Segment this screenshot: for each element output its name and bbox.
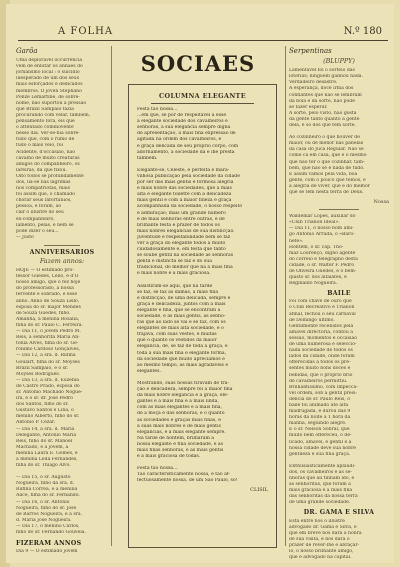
text-line: — Dia 11, o nosso bom ami- bbox=[289, 226, 354, 232]
text-line: do correio e telegrapho desta bbox=[289, 256, 358, 262]
text-line: jornalismo local : o suicidio bbox=[16, 70, 80, 76]
text-line: Nogueira, filho da sra. d. bbox=[16, 481, 75, 487]
box-closing-2: Tão caracteristicamente nossa, e tão af- bbox=[137, 472, 230, 478]
text-line: dos Santos, filho do sr. bbox=[16, 402, 69, 408]
text-line: a alegria de viver, que é do melhor bbox=[289, 183, 370, 189]
dr-gama-title: DR. GAMA E SILVA bbox=[303, 509, 375, 517]
text-line: lamento, pelas, e bem se bbox=[16, 222, 74, 228]
text-line: de Oliveira Guedes, e o bem- bbox=[289, 269, 357, 274]
header-rule bbox=[18, 40, 388, 41]
text-line: Moyses Rodrigues. bbox=[16, 371, 61, 377]
text-line: Festa tão nossa... bbox=[137, 107, 178, 112]
text-line: nos compatriotas, mais bbox=[16, 186, 70, 192]
text-line: mais esforçados e dedicados bbox=[16, 82, 83, 88]
text-line: e distincção, de uma delicada, sempre e bbox=[137, 295, 231, 301]
text-line: Na tarde de hontem, brilharam a bbox=[137, 435, 215, 441]
text-line: sessão, momentos e occasião bbox=[289, 335, 357, 341]
text-line: da casa do Juca Regular. Não se bbox=[289, 147, 364, 153]
text-line: ção e delicadeza, sempre foi a maior fina bbox=[137, 387, 233, 393]
text-line: amavel directoria, contou a bbox=[289, 329, 353, 335]
section-title-garoa: Garôa bbox=[16, 47, 38, 55]
text-line: Gentilmente recebidos pela bbox=[289, 323, 354, 329]
serpentinas-signature: Nossa bbox=[373, 199, 389, 206]
text-line: toda a sua mais fina e elegante forma, bbox=[137, 350, 227, 356]
text-line: mais gentil e com a maior fineza e graça bbox=[137, 198, 232, 204]
text-line: com as mais elegantes e a mais fina, bbox=[137, 405, 223, 411]
text-line: a elegante sociedade dos cavalheiros e bbox=[137, 119, 228, 125]
text-line: «Club Trianon Ideal». bbox=[289, 220, 340, 226]
text-line: Uma deploravel occurrencia bbox=[16, 58, 83, 64]
text-line: — Dia 13, a sra. d. Euzebia bbox=[16, 377, 80, 383]
page-header bbox=[18, 26, 388, 40]
text-line: a menina Leda Fernandes, bbox=[16, 457, 78, 462]
text-line: e admiração; mais um grande numero bbox=[137, 210, 226, 216]
text-line: nhoras que ali tinham ido, e bbox=[289, 476, 355, 481]
text-line: maior, ou de menor nas panelas bbox=[289, 141, 364, 147]
box-closing-3: fectuosamente nossa, de um São Paulo, só! bbox=[137, 478, 238, 484]
text-line: ...em que, se por de respeitavel a esse bbox=[137, 113, 227, 119]
text-line: horas da noite á 1 hora da bbox=[289, 415, 351, 421]
text-line: pessoa, e foram, ao bbox=[16, 204, 62, 210]
text-line: lados da cidade, onde foram bbox=[289, 354, 355, 360]
text-line: o attentado commovente bbox=[16, 125, 74, 131]
text-line: Waldemar Lopes, auxiliar do bbox=[289, 214, 356, 220]
text-line: A esperança, doce irmã dos bbox=[289, 86, 354, 92]
text-line: bem, que não se é nada de tudo. bbox=[289, 165, 365, 171]
text-line: manhã, seguindo alegre. bbox=[289, 421, 347, 427]
text-line: Acidente, d'occasião, não bbox=[16, 149, 76, 155]
text-line: adornamento, a sociedade dá e lhe presta bbox=[137, 149, 235, 155]
text-line: da gente tanto quanto a gente bbox=[289, 116, 360, 122]
text-line: ex-companheiro, bbox=[16, 216, 55, 222]
text-line: Verdadeiro desastre. bbox=[289, 80, 338, 86]
text-line: maz Lourenço, digno agente bbox=[289, 250, 356, 256]
anniversaries-text-2 bbox=[16, 475, 108, 536]
text-line: lo, o nosso brilhante amigo, bbox=[289, 549, 354, 555]
text-line: nada sociedade de todos os bbox=[289, 348, 353, 354]
fizeram-annos-line: Dia 9 — O estimado jovem bbox=[16, 549, 78, 555]
text-line: de sua visita, e nos dará o bbox=[289, 536, 350, 542]
text-line: A sorte, pelo visto, não gosta bbox=[289, 110, 357, 116]
text-line: Reis, a senhorita Maria An- bbox=[16, 335, 80, 341]
text-line: filho do sr. Fernando Gouveia. bbox=[16, 530, 86, 536]
baile-title: BAILE bbox=[327, 290, 351, 298]
text-line: Goulart, filha do sr. Moyses bbox=[16, 359, 80, 365]
text-line: de cavalheiros permittiu. bbox=[289, 378, 348, 384]
text-line: Machado, e a jovem, a bbox=[16, 444, 69, 450]
column-divider bbox=[111, 46, 112, 546]
text-line: fervente e sobrado, e esse bbox=[16, 292, 78, 298]
text-line: — Dia 11, o jovem Pedro M. bbox=[16, 329, 81, 335]
text-line: Reginaldo Nogueira. bbox=[289, 281, 338, 287]
text-line: Brazil Sampaio, e o sr. bbox=[16, 365, 69, 371]
text-line: e mais nobre e a mais graciosa. bbox=[137, 271, 211, 277]
box-body bbox=[137, 107, 268, 494]
column-left bbox=[16, 46, 108, 555]
text-line: — Dia 17, o menino Carlos, bbox=[16, 523, 80, 529]
text-line: tambem. bbox=[137, 155, 158, 161]
anniversaries-title: ANNIVERSARIOS bbox=[29, 248, 95, 256]
text-line: elegante e fina, que se encontram a bbox=[137, 307, 221, 313]
text-line: — Dia 16, o sr. Antonio bbox=[16, 499, 70, 505]
text-line: de Castro Prado, esposa do bbox=[16, 383, 80, 389]
text-line: fessor Guedes, Lello, e d'O bbox=[16, 274, 79, 280]
text-line: menino Alberto, filho do sr. bbox=[16, 414, 80, 420]
text-line: as sociedades e graças mais finas, e bbox=[137, 417, 221, 423]
text-line: ira, e o sr. dr. José Pedro bbox=[16, 396, 73, 402]
text-line: — Justo bbox=[16, 234, 34, 240]
text-line: HOJE — O estimado pro- bbox=[16, 268, 74, 274]
text-line: se soube gentil na sociedade as senhoras bbox=[137, 253, 234, 259]
text-line: da mais nobre elegancia e a graça, ele- bbox=[137, 393, 229, 399]
column-right bbox=[289, 46, 389, 561]
sociaes-heading bbox=[115, 46, 281, 80]
anniversaries-text bbox=[16, 268, 108, 469]
text-line: gentileza e sua fina graça. bbox=[289, 451, 351, 457]
text-line: e de mais senhoras entre outras, e de bbox=[137, 216, 225, 222]
box-signature: CLISIL bbox=[250, 487, 268, 494]
text-line: nossa cidade deve sua nobre bbox=[289, 445, 357, 451]
text-line: Está entre nós o illustre bbox=[289, 518, 345, 524]
text-line: de a moça e das senhoras, e o quanto bbox=[137, 411, 225, 417]
text-line: ras que ao lado se vai e se faz, com os bbox=[137, 320, 226, 326]
text-line: sociedade, e as mais gentis, as senho- bbox=[137, 314, 226, 319]
text-line: cair o illustre do seu bbox=[16, 210, 64, 216]
anniversaries-right-text bbox=[289, 214, 389, 287]
text-line: se faz, se faz as damas, a mais fina bbox=[137, 289, 219, 295]
text-line: mais nobres elegancias de sua distincção. bbox=[137, 228, 235, 234]
text-line: que não ter o que cozinhar, tam- bbox=[289, 159, 365, 165]
text-line: se fazer esperar. bbox=[289, 104, 328, 110]
text-line: Nogueira, filho do sr. Jose bbox=[16, 505, 77, 511]
anniversaries-subtitle: Fazem annos: bbox=[39, 257, 85, 265]
text-line: menina Laura E. Gomes, e bbox=[16, 450, 78, 456]
text-line: — Dia 12, a sra. d. Rufina bbox=[16, 353, 76, 359]
text-line: nossa elegante e fina sociedade, e as bbox=[137, 441, 224, 447]
text-line: Alice, filha do sr. Fernando. bbox=[16, 493, 80, 499]
text-line: da bola e da sorte, não pôde bbox=[289, 98, 355, 104]
fizeram-annos-title: FIZERAM ANNOS bbox=[16, 540, 82, 548]
text-line: agitada na ordem dos cavalheiros, e bbox=[137, 137, 222, 143]
text-line: filha do sr. Paulo C. Ferreira. bbox=[16, 322, 84, 328]
text-line: brilhante festa e prazer de todos os bbox=[137, 222, 220, 228]
text-line: prazer de rever-lhe e abraçar- bbox=[289, 542, 360, 548]
text-line: lareiras, da que fixou. bbox=[16, 167, 67, 173]
text-line: esposa do sr. major Mendes bbox=[16, 304, 81, 310]
text-line: cidade, o sr. Walter F. Pedro bbox=[289, 262, 355, 268]
text-line: afinal, fechou o seu carnaval bbox=[289, 311, 356, 317]
text-line: que o quanto os vestidos da maior bbox=[137, 338, 217, 344]
text-line: Delegante, Antonio Maria bbox=[16, 432, 77, 438]
text-line: foi assim que, o chamado bbox=[16, 192, 75, 198]
text-line: Assistiram-se aqui, que na tarde bbox=[137, 283, 213, 289]
text-line: Juventude e respeitabilidade bem se faz bbox=[137, 234, 231, 240]
text-line: tonia Alves, filha do sr. Ge- bbox=[16, 341, 79, 347]
text-line: tudo o mais veio, foi bbox=[16, 143, 63, 149]
text-line: quisto sr. dos alfaiates, e bbox=[289, 275, 347, 281]
text-line: de apresentação, a mais fina expressão de bbox=[137, 131, 236, 137]
text-line: mais graciosa e a mais fina bbox=[289, 488, 353, 494]
text-line: Antonio P. Cezar. bbox=[16, 420, 56, 426]
text-line: Brilhantissimo, com impecca- bbox=[289, 384, 358, 390]
text-line: tudo que, com o rumo de bbox=[16, 137, 75, 143]
text-line: d. Maria José Nogueira. bbox=[16, 517, 72, 523]
serpentinas-author: (BLUPPY) bbox=[323, 57, 355, 66]
baile-text bbox=[289, 299, 389, 457]
text-line: acompanhada da sociedade, o nosso respeito bbox=[137, 204, 243, 210]
text-line: come cá em casa, que é o mesmo bbox=[289, 153, 367, 159]
text-line: elegancia, de, se faz de toda a graça, e bbox=[137, 344, 228, 350]
divider bbox=[319, 209, 359, 210]
box-title: COLUMNA ELEGANTE bbox=[159, 92, 246, 100]
box-title-rule bbox=[151, 103, 254, 104]
text-line: E o sr. Nelson Sobral, que bbox=[289, 427, 350, 433]
text-line: de uma grande sociedade. bbox=[289, 500, 351, 506]
text-line: Ponze Lemartine, de sobre- bbox=[16, 94, 80, 100]
paper-name: A FOLHA bbox=[58, 26, 114, 37]
text-line: membros. O joven Stephano bbox=[16, 88, 82, 94]
text-line: elegantes de mais alta sociedade, e o bbox=[137, 326, 224, 332]
section-title-serpentinas: Serpentinas bbox=[289, 47, 332, 55]
text-line: dos, os cavalheiros e as se- bbox=[289, 469, 352, 475]
text-line: Foi com chave de ouro que bbox=[289, 299, 352, 305]
text-line: de Souza Guedes, filho. bbox=[16, 310, 71, 316]
text-line: de Domingo ultimo. bbox=[289, 317, 335, 323]
serpentinas-text-b bbox=[289, 135, 389, 196]
text-line: muito bem offereceu, o de- bbox=[289, 433, 352, 439]
text-line: elegancias, e a mais elegante sempre. bbox=[137, 429, 226, 435]
text-line: elegantes. bbox=[137, 368, 161, 374]
text-line: ao mesmo tempo, as mais agradaveis e bbox=[137, 362, 229, 368]
text-line: Hontem, o sr. cap. Tho- bbox=[289, 244, 344, 250]
text-line: chorar seus infortunios, bbox=[16, 198, 72, 204]
text-line: Lamentavel foi o sorteio das bbox=[289, 68, 355, 74]
text-line: que se tem nesta terra de Deus. bbox=[289, 189, 364, 195]
text-line: offerecidas a todos os pre- bbox=[289, 360, 351, 366]
text-line: vem de enlutar os annaes do bbox=[16, 64, 83, 70]
text-line: Elegante-se, Celeste, e perfeita e mara- bbox=[137, 167, 230, 173]
text-line: sentes muito bons doces e bbox=[289, 366, 351, 372]
column-divider bbox=[285, 46, 286, 546]
dr-gama-text bbox=[289, 519, 389, 562]
text-line: procurando com velar, tambem, bbox=[16, 112, 91, 118]
text-line: graça e delicadeza, juntos com a mais bbox=[137, 301, 226, 307]
text-line: Gustavo Santos e Lina, o bbox=[16, 408, 74, 414]
text-line: Amanhã, a menina Rosalia, bbox=[16, 316, 80, 322]
text-line: por ser das mais gentis e formosa alegria bbox=[137, 180, 234, 186]
text-line: Oito todos se profundamente bbox=[16, 173, 84, 179]
garoa-text bbox=[16, 58, 108, 241]
text-line: dencia do sr. Paulo Reis, o bbox=[289, 396, 350, 402]
text-line: que em breve nos dará a honra bbox=[289, 530, 362, 536]
text-line: Rufina Correa, e a menina bbox=[16, 487, 78, 493]
text-line: sr. Antonio Machado Nogue- bbox=[16, 389, 83, 395]
text-line: senhoras, a sua elegancia sempre digna bbox=[137, 125, 231, 131]
text-line: licado, amavel, e gentil e a bbox=[289, 439, 352, 445]
text-line: e graça delicada de seu proprio corpo, com bbox=[137, 143, 239, 149]
text-line: trajava, com suas vestes, e muitas bbox=[137, 332, 217, 338]
text-line: nosso amigo, que o fez hoje bbox=[16, 280, 81, 286]
text-line: do professorado, a nossa bbox=[16, 286, 74, 292]
serpentinas-text-a bbox=[289, 68, 389, 129]
text-line: dela, e só dos que têm sorte. bbox=[289, 123, 356, 129]
text-line: — Dia 15, o sr. Augusto bbox=[16, 475, 71, 481]
issue-number: N.º 180 bbox=[343, 26, 382, 37]
text-line: e mais nobre das sociedades, que a mais bbox=[137, 186, 232, 192]
text-line: pensamento fóra, eis que bbox=[16, 119, 75, 125]
text-line: alta e elegante toilette com a delicadeza bbox=[137, 192, 232, 198]
text-line: tradicional, do melhor que ha a mais fina bbox=[137, 265, 233, 271]
text-line: da sociedade que muito apreciamos e bbox=[137, 356, 225, 362]
text-line: Enthusiasticamente aplaudi- bbox=[289, 463, 356, 469]
text-line: amigos do companheiro, os bbox=[16, 161, 80, 167]
baile-text-2 bbox=[289, 464, 389, 507]
text-line: gentil e distincta se faz e do sua bbox=[137, 259, 212, 265]
sociaes-title: SOCIAES bbox=[140, 50, 256, 76]
text-line: dos, lia-se nas lágrimas bbox=[16, 179, 71, 185]
text-line: inesperado de um dos seus bbox=[16, 76, 80, 82]
text-line: cuidadosamente e, em festa que tanto bbox=[137, 247, 226, 253]
text-line: anno. Anno de Souza Lello, bbox=[16, 298, 80, 304]
text-line: Ao cozinheiro o que houver de bbox=[289, 135, 360, 141]
text-line: bebidas, que o proprio brio bbox=[289, 372, 353, 378]
text-line: as senhoritas, que foram a bbox=[289, 482, 351, 488]
text-line: madrugada, e durou das 9 bbox=[289, 409, 351, 415]
text-line: nome, não suportou a pressão bbox=[16, 100, 87, 106]
columna-elegante-box bbox=[128, 84, 277, 548]
text-line: mais finas senhoras, e as mais gentis bbox=[137, 447, 224, 453]
text-line: que é advogado na capital. bbox=[289, 555, 352, 561]
text-line: rônimo Cardoso Gonçalves, bbox=[16, 347, 81, 353]
text-line: cavalho de muito creaturas bbox=[16, 155, 80, 161]
text-line: Reis, filho do sr. Manoel bbox=[16, 438, 73, 444]
text-line: Mostrando, suas nossas tiravam de tra- bbox=[137, 380, 229, 386]
text-line: nete». bbox=[289, 238, 304, 244]
text-line: a suas mais nobres e de mais gentis bbox=[137, 423, 221, 429]
text-line: filha do sr. Thiago Alvo. bbox=[16, 463, 71, 469]
text-line: loterias; ninguem ganhou nada. bbox=[289, 74, 364, 80]
divider bbox=[44, 245, 81, 246]
text-line: ver a graça do elegante todos a muito bbox=[137, 240, 226, 246]
text-line: pode dizer o seu... bbox=[16, 228, 59, 234]
box-closing-1: Festa tão nossa... bbox=[137, 466, 178, 472]
text-line: gente, com o pouco que temos, e bbox=[289, 177, 366, 183]
text-line: de uma numerosa e seleccio- bbox=[289, 342, 357, 348]
text-line: que Brazil Sampaio fazia bbox=[16, 106, 74, 112]
text-line: o Club Recreativo e Trianon bbox=[289, 305, 355, 311]
text-line: advogado dr. Gama e Silva, e bbox=[289, 524, 357, 530]
text-line: — Dia 14, a sra. d. Maria bbox=[16, 426, 75, 432]
text-line: nesse dia. Ver-se-hia sobre- bbox=[16, 131, 80, 137]
text-line: confiantes que não se lembram bbox=[289, 92, 362, 98]
text-line: baile foi animado até alta bbox=[289, 402, 349, 408]
text-line: das senhoritas da nossa terra bbox=[289, 494, 358, 500]
text-line: vel ordem, sob a gentil presi- bbox=[289, 390, 357, 396]
text-line: E assim vamos pela vida, boa bbox=[289, 171, 358, 177]
text-line: de Barros Nogueira, e a sra. bbox=[16, 511, 83, 517]
text-line: go Antonio Arruda, o «Baro- bbox=[289, 232, 355, 238]
text-line: vilhosa publicação pela sociedade da cidade bbox=[137, 173, 240, 179]
text-line: e a mais graciosa de todas. bbox=[137, 454, 201, 460]
text-line: gantes e a mais fina e a mais linda, bbox=[137, 399, 219, 405]
